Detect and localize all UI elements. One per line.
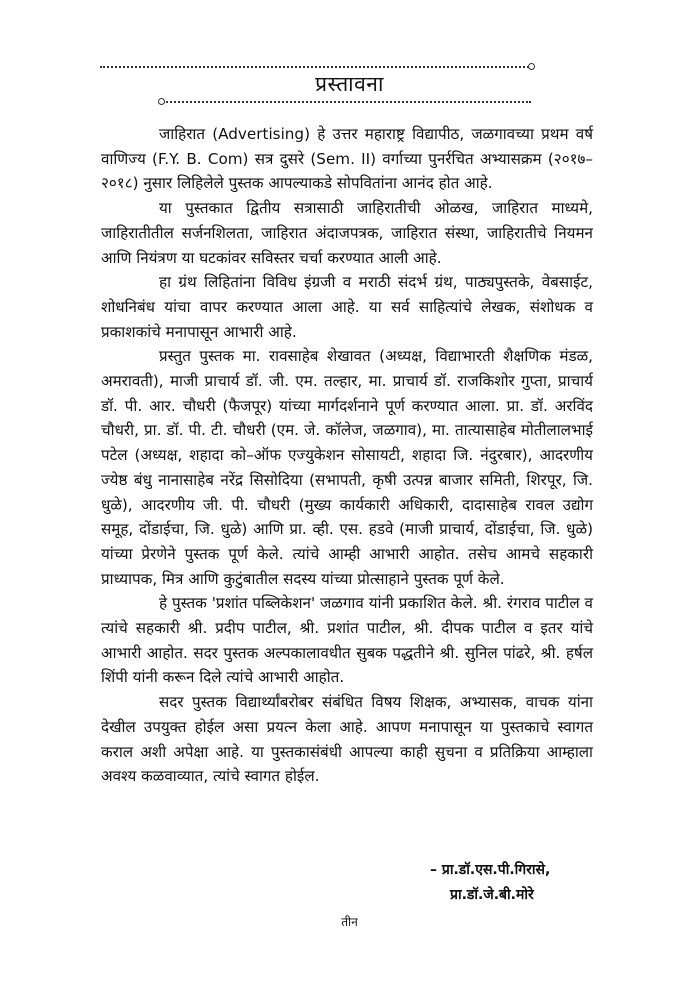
paragraph-acknowledgements: प्रस्तुत पुस्तक मा. रावसाहेब शेखावत (अध्यक्ष, विद्याभारती शैक्षणिक मंडळ, अमरावती), माजी प्राचार्य डॉ. जी. एम. तल्हार, मा. प्राचार्य डॉ. राजकिशोर गुप्ता, प्राचार्य डॉ. पी. आर. चौधरी (फैजपूर) यांच्या मार्गदर्शनाने पूर्ण करण्यात आला. प्रा. डॉ. अरविंद चौधरी, प्रा. डॉ. पी. टी. चौधरी (एम. जे. कॉलेज, जळगाव), मा. तात्यासाहेब मोतीलालभाई पटेल (अध्यक्ष, शहादा को–ऑफ एज्युकेशन सोसायटी, शहादा जि. नंदुरबार), आदरणीय ज्येष्ठ बंधु नानासाहेब नरेंद्र सिसोदिया (सभापती, कृषी उत्पन्न बाजार समिती, शिरपूर, जि. धुळे), आदरणीय जी. पी. चौधरी (मुख्य कार्यकारी अधिकारी, दादासाहेब रावल उद्योग समूह, दोंडाईचा, जि. धुळे) आणि प्रा. व्ही. एस. हडवे (माजी प्राचार्य, दोंडाईचा, जि. धुळे) यांच्या प्रेरणेने पुस्तक पूर्ण केले. त्यांचे आम्ही आभारी आहोत. तसेच आमचे सहकारी प्राध्यापक, मित्र आणि कुटुंबातील सदस्य यांच्या प्रोत्साहाने पुस्तक पूर्ण केले. [101,347,593,588]
paragraph-contents: या पुस्तकात द्वितीय सत्रासाठी जाहिरातीची ओळख, जाहिरात माध्यमे, जाहिरातीतील सर्जनशिलता, जाहिरात अंदाजपत्रक, जाहिरात संस्था, जाहिरातीचे नियमन आणि नियंत्रण या घटकांवर सविस्तर चर्चा करण्यात आली आहे. [101,199,593,267]
paragraph-closing: सदर पुस्तक विद्यार्थ्यांबरोबर संबंधित विषय शिक्षक, अभ्यासक, वाचक यांना देखील उपयुक्त होईल असा प्रयत्न केला आहे. आपण मनापासून या पुस्तकाचे स्वागत कराल अशी अपेक्षा आहे. या पुस्तकासंबंधी आपल्या काही सुचना व प्रतिक्रिया आम्हाला अवश्य कळवाव्यात, त्यांचे स्वागत होईल. [101,693,593,786]
paragraph-intro: जाहिरात (Advertising) हे उत्तर महाराष्ट्र विद्यापीठ, जळगावच्या प्रथम वर्ष वाणिज्य (F.Y. B. Com) सत्र दुसरे (Sem. II) वर्गाच्या पुनर्रचित अभ्यासक्रम (२०१७–२०१८) नुसार लिहिलेले पुस्तक आपल्याकडे सोपवितांना आनंद होत आहे. [101,125,593,193]
bottom-rule-ornament [158,98,165,105]
page-title: प्रस्तावना [315,72,384,96]
author-signature-2: प्रा.डॉ.जे.बी.मोरे [450,887,534,903]
top-decorative-rule [100,66,532,68]
author-signatures [430,858,600,908]
author-signature-1: – प्रा.डॉ.एस.पी.गिरासे, [430,862,551,878]
paragraph-publisher: हे पुस्तक 'प्रशांत पब्लिकेशन' जळगाव यांनी प्रकाशित केले. श्री. रंगराव पाटील व त्यांचे सहकारी श्री. प्रदीप पाटील, श्री. प्रशांत पाटील, श्री. दीपक पाटील व इतर यांचे आभारी आहोत. सदर पुस्तक अल्पकालावधीत सुबक पद्धतीने श्री. सुनिल पांढरे, श्री. हर्षल शिंपी यांनी करून दिले त्यांचे आभारी आहोत. [101,594,593,687]
top-rule-ornament [528,63,535,70]
page-number: तीन [341,915,358,929]
paragraph-references: हा ग्रंथ लिहितांना विविध इंग्रजी व मराठी संदर्भ ग्रंथ, पाठ्यपुस्तके, वेबसाईट, शोधनिबंध यांचा वापर करण्यात आला आहे. या सर्व साहित्यांचे लेखक, संशोधक व प्रकाशकांचे मनापासून आभारी आहे. [101,273,593,341]
bottom-decorative-rule [163,101,531,103]
preface-body [101,122,593,789]
